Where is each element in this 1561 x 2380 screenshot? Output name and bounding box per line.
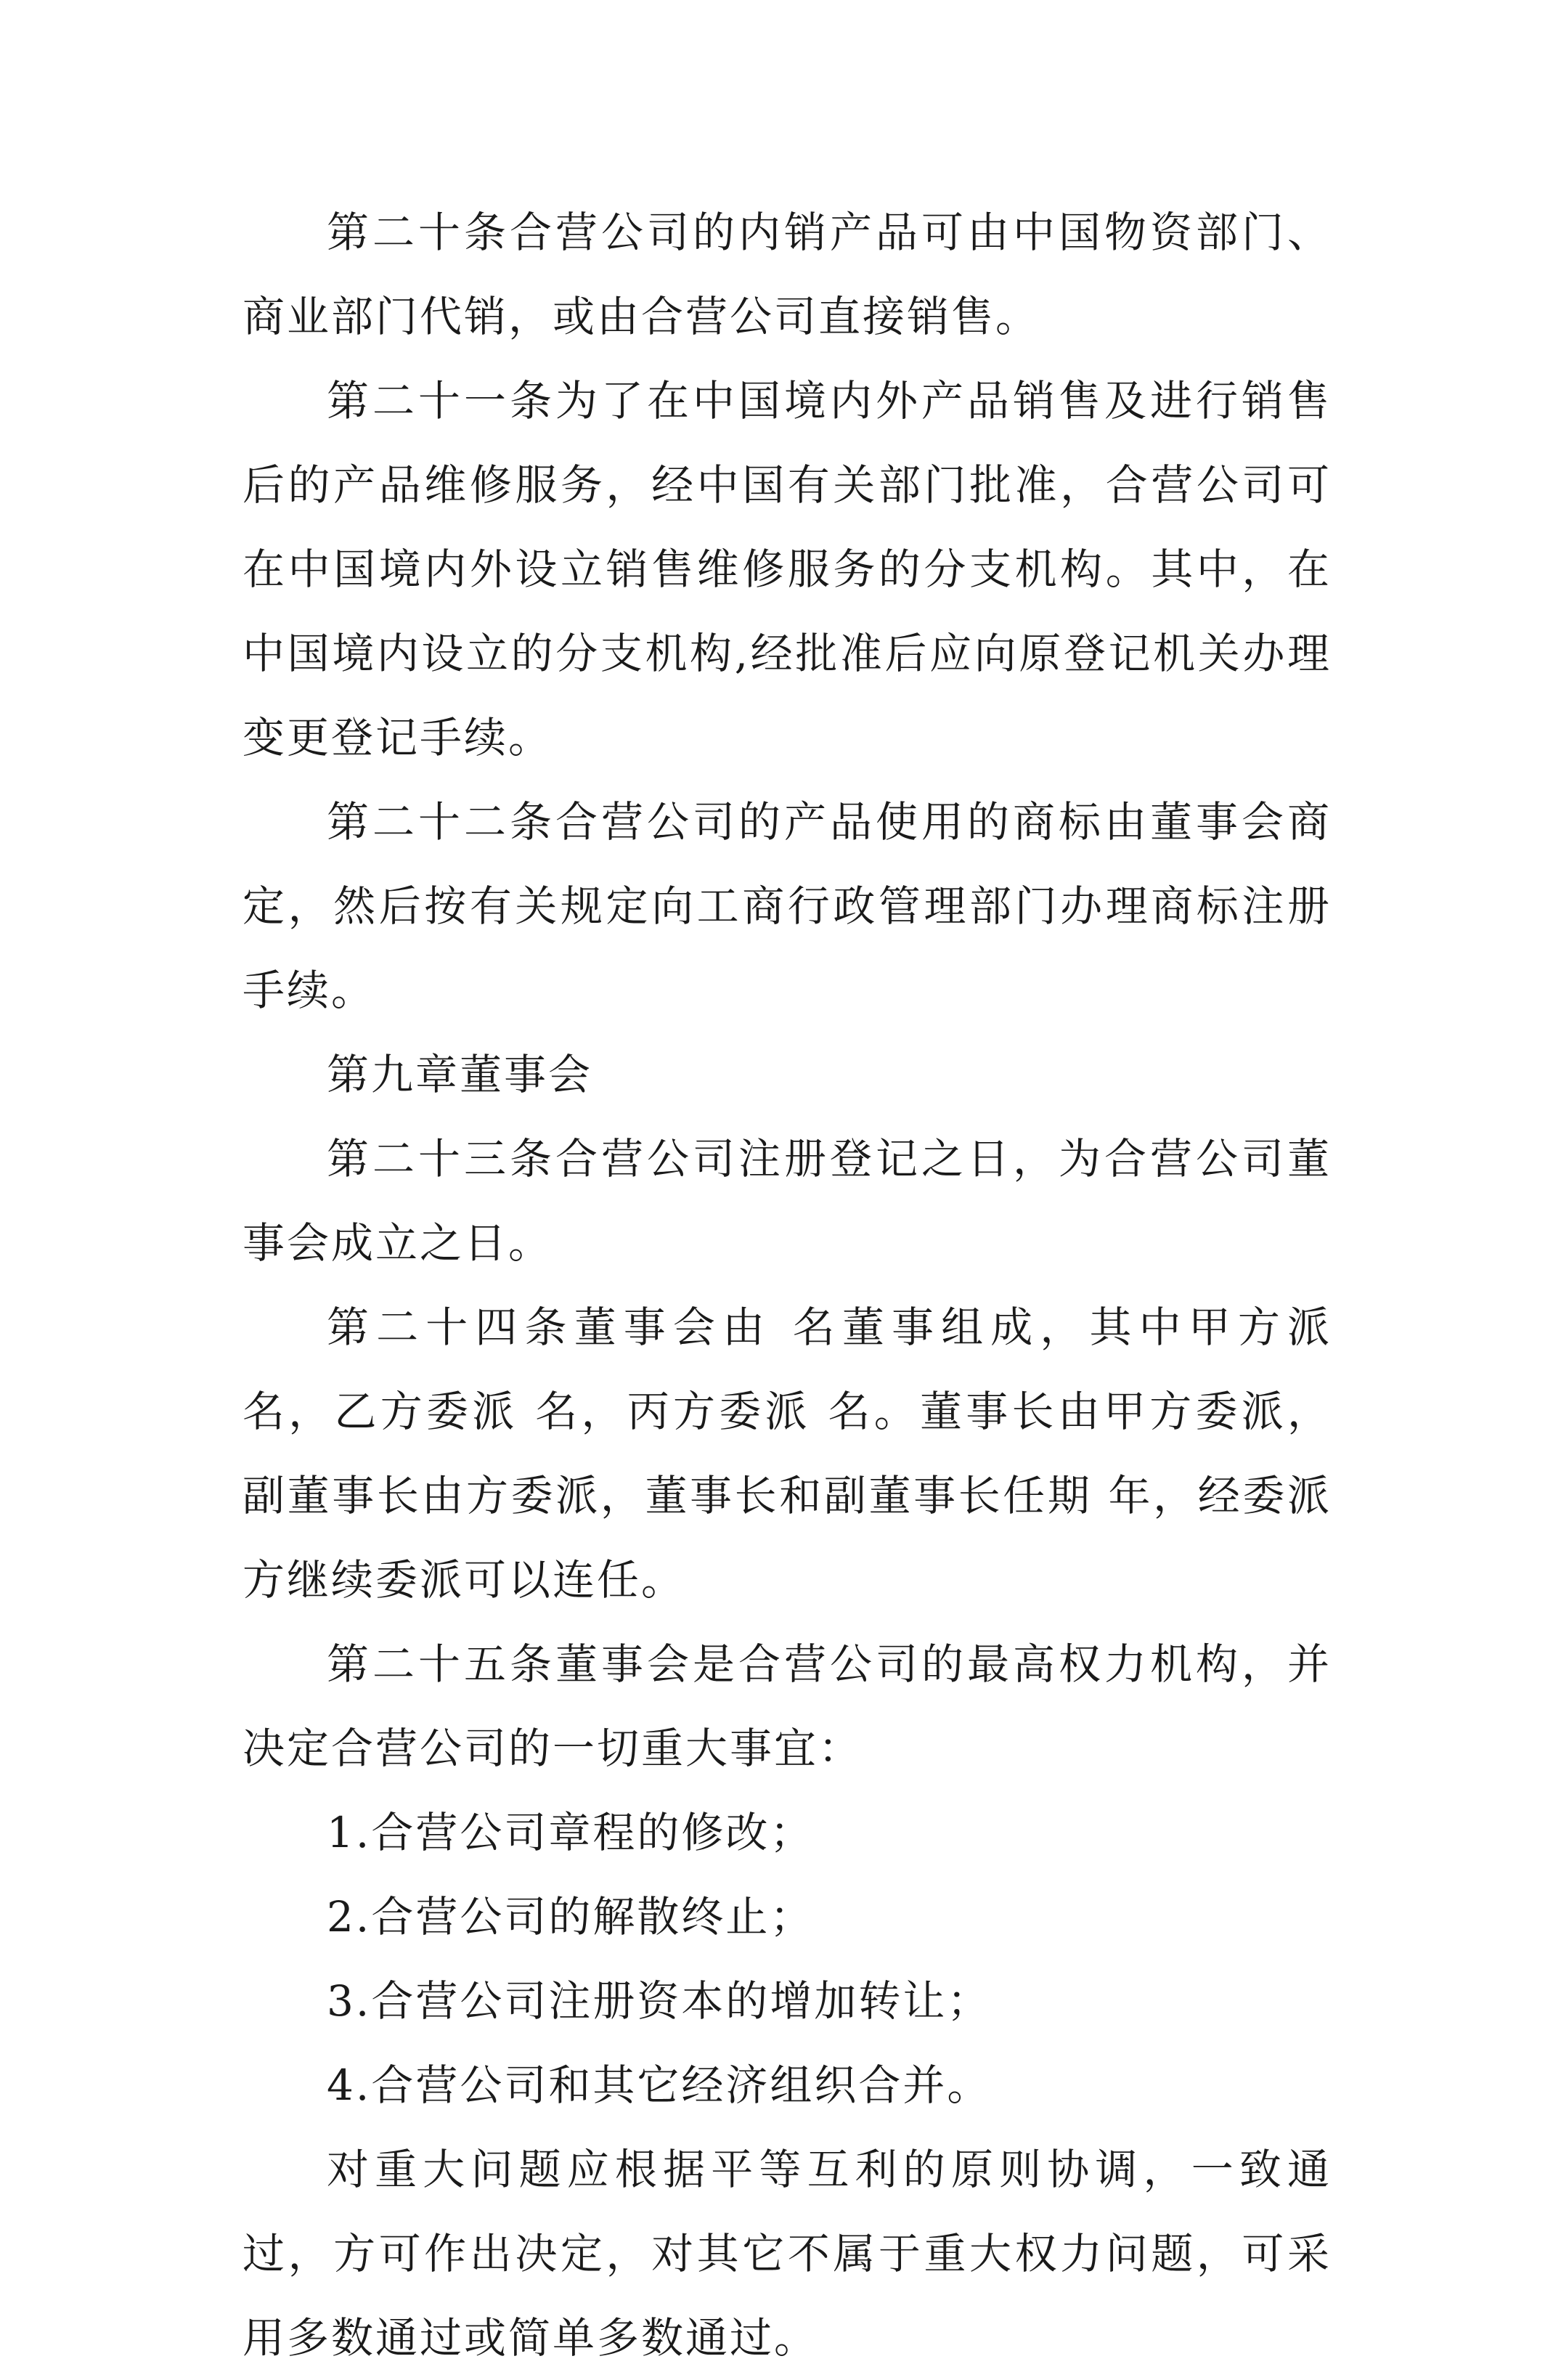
article-22: 第二十二条合营公司的产品使用的商标由董事会商定，然后按有关规定向工商行政管理部门办理商标注册手续。 — [242, 797, 1332, 1015]
list-item-2: 2.合营公司的解散终止； — [327, 1892, 815, 1941]
list-item-4: 4.合营公司和其它经济组织合并。 — [327, 2061, 992, 2110]
document-body — [242, 190, 1348, 2380]
article-21: 第二十一条为了在中国境内外产品销售及进行销售后的产品维修服务，经中国有关部门批准，合营公司可在中国境内外设立销售维修服务的分支机构。其中，在中国境内设立的分支机构,经批准后应向原登记机关办理变更登记手续。 — [242, 376, 1332, 762]
chapter-heading: 第九章董事会 — [327, 1050, 593, 1099]
article-20: 第二十条合营公司的内销产品可由中国物资部门、商业部门代销，或由合营公司直接销售。 — [242, 208, 1332, 341]
article-24: 第二十四条董事会由 名董事组成，其中甲方派 名，乙方委派 名，丙方委派 名。董事长由甲方委派，副董事长由方委派，董事长和副董事长任期 年，经委派方继续委派可以连任。 — [242, 1303, 1348, 1605]
list-item-1: 1.合营公司章程的修改； — [327, 1808, 815, 1857]
article-25: 第二十五条董事会是合营公司的最高权力机构，并决定合营公司的一切重大事宜： — [242, 1639, 1332, 1773]
closing-paragraph: 对重大问题应根据平等互利的原则协调，一致通过，方可作出决定，对其它不属于重大权力问题，可采用多数通过或简单多数通过。 — [242, 2145, 1332, 2363]
list-item-3: 3.合营公司注册资本的增加转让； — [327, 1976, 992, 2026]
article-23: 第二十三条合营公司注册登记之日，为合营公司董事会成立之日。 — [242, 1134, 1332, 1268]
